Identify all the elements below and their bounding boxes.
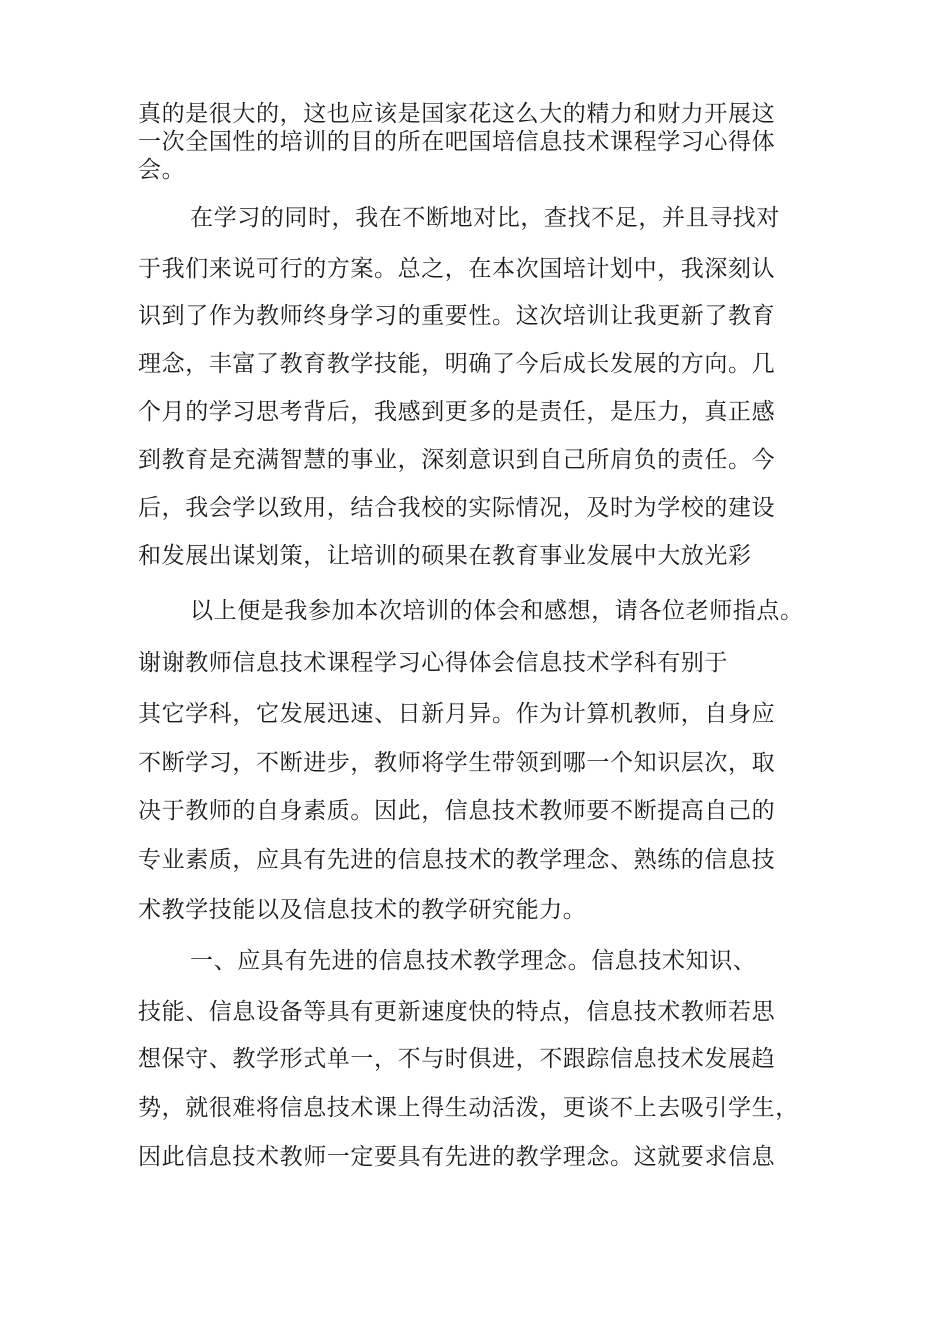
text-line: 谢谢教师信息技术课程学习心得体会信息技术学科有别于 [138, 650, 728, 676]
text-line: 一次全国性的培训的目的所在吧国培信息技术课程学习心得体 [138, 129, 776, 155]
text-line: 术教学技能以及信息技术的教学研究能力。 [138, 897, 587, 923]
text-line: 决于教师的自身素质。因此，信息技术教师要不断提高自己的 [138, 798, 776, 824]
paragraph-start-line: 一、应具有先进的信息技术教学理念。信息技术知识、 [190, 948, 757, 974]
text-line: 个月的学习思考背后，我感到更多的是责任，是压力，真正感 [138, 399, 776, 425]
text-line: 专业素质，应具有先进的信息技术的教学理念、熟练的信息技 [138, 847, 776, 873]
text-line: 真的是很大的，这也应该是国家花这么大的精力和财力开展这 [138, 101, 776, 127]
text-line: 技能、信息设备等具有更新速度快的特点，信息技术教师若思 [138, 999, 776, 1025]
text-line: 于我们来说可行的方案。总之，在本次国培计划中，我深刻认 [138, 256, 776, 282]
text-line: 想保守、教学形式单一，不与时俱进，不跟踪信息技术发展趋 [138, 1046, 776, 1072]
text-line: 和发展出谋划策，让培训的硕果在教育事业发展中大放光彩 [138, 543, 752, 569]
text-line: 理念，丰富了教育教学技能，明确了今后成长发展的方向。几 [138, 351, 776, 377]
text-line: 其它学科，它发展迅速、日新月异。作为计算机教师，自身应 [138, 701, 776, 727]
text-line: 会。 [138, 157, 186, 183]
text-line: 后，我会学以致用，结合我校的实际情况，及时为学校的建设 [138, 495, 776, 521]
text-line: 势，就很难将信息技术课上得生动活泼，更谈不上去吸引学生， [138, 1095, 799, 1121]
text-line: 因此信息技术教师一定要具有先进的教学理念。这就要求信息 [138, 1144, 776, 1170]
paragraph-start-line: 在学习的同时，我在不断地对比，查找不足，并且寻找对 [190, 205, 780, 231]
text-line: 到教育是充满智慧的事业，深刻意识到自己所肩负的责任。今 [138, 447, 776, 473]
text-line: 识到了作为教师终身学习的重要性。这次培训让我更新了教育 [138, 303, 776, 329]
text-line: 不断学习，不断进步，教师将学生带领到哪一个知识层次，取 [138, 750, 776, 776]
paragraph-start-line: 以上便是我参加本次培训的体会和感想，请各位老师指点。 [190, 598, 804, 624]
